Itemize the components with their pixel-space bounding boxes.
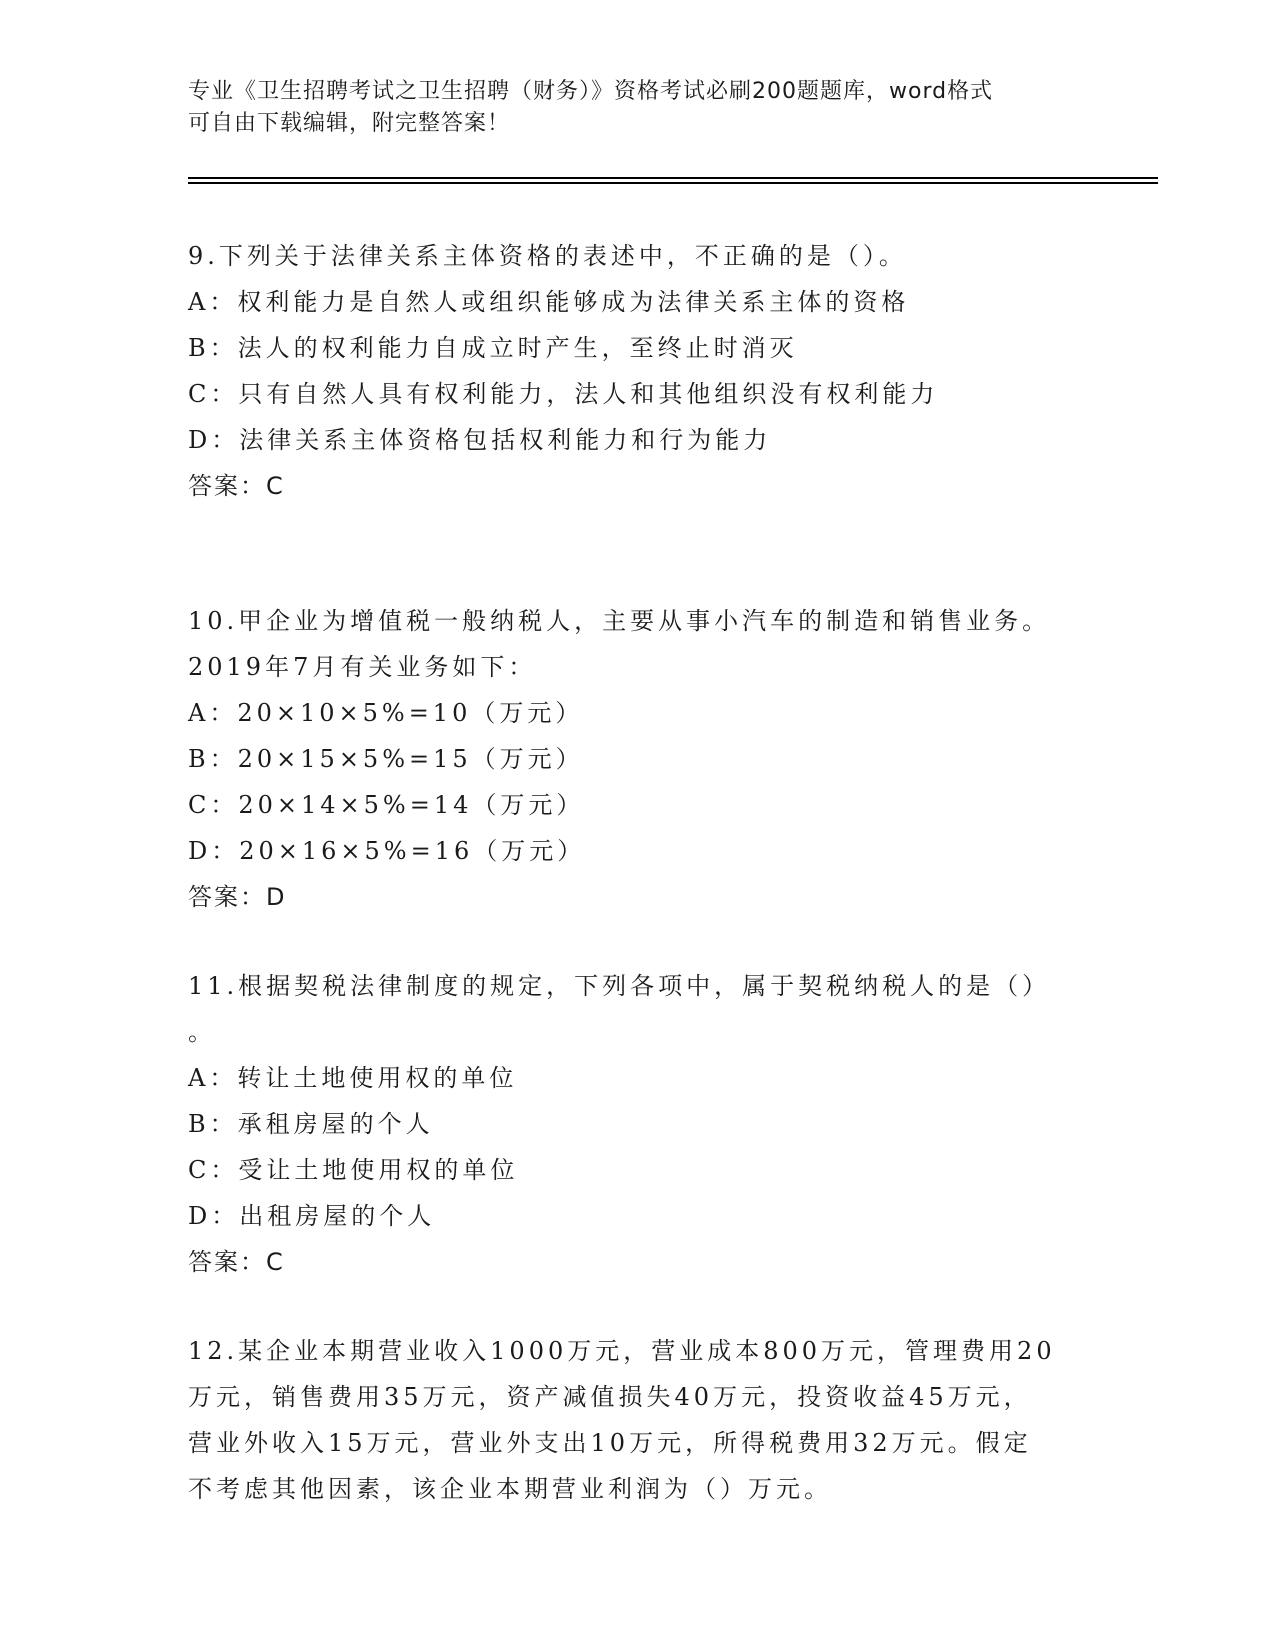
header-divider-bottom [188,182,1158,184]
question-stem: 9.下列关于法律关系主体资格的表述中，不正确的是（）。 [188,242,907,270]
answer: 答案：D [188,883,287,911]
document-header [188,76,1088,140]
question-stem-continued: 营业外收入15万元，营业外支出10万元，所得税费用32万元。假定 [188,1429,1032,1457]
header-divider-top [188,177,1158,179]
answer: 答案：C [188,1248,285,1276]
question-stem: 12.某企业本期营业收入1000万元，营业成本800万元，管理费用20 [188,1337,1056,1365]
option-b: B：20×15×5%=15（万元） [188,745,584,773]
option-b: B：承租房屋的个人 [188,1110,434,1138]
option-a: A：权利能力是自然人或组织能够成为法律关系主体的资格 [188,288,910,316]
option-a: A：20×10×5%=10（万元） [188,699,584,727]
option-c: C：受让土地使用权的单位 [188,1156,519,1184]
option-c: C：只有自然人具有权利能力，法人和其他组织没有权利能力 [188,380,939,408]
question-stem: 11.根据契税法律制度的规定，下列各项中，属于契税纳税人的是（） [188,972,1051,1000]
option-a: A：转让土地使用权的单位 [188,1064,518,1092]
option-d: D：20×16×5%=16（万元） [188,837,586,865]
question-stem-continued: 万元，销售费用35万元，资产减值损失40万元，投资收益45万元， [188,1383,1032,1411]
option-d: D：法律关系主体资格包括权利能力和行为能力 [188,426,772,454]
question-stem-continued: 不考虑其他因素，该企业本期营业利润为（）万元。 [188,1475,832,1503]
question-12 [188,1328,1088,1512]
question-stem: 10.甲企业为增值税一般纳税人，主要从事小汽车的制造和销售业务。 [188,607,1051,635]
header-line-2: 可自由下载编辑，附完整答案！ [188,111,511,136]
option-d: D：出租房屋的个人 [188,1202,436,1230]
header-line-1: 专业《卫生招聘考试之卫生招聘（财务）》资格考试必刷200题题库，word格式 [188,79,994,104]
answer: 答案：C [188,472,285,500]
option-b: B：法人的权利能力自成立时产生，至终止时消灭 [188,334,798,362]
question-9 [188,233,1088,509]
question-11 [188,963,1088,1285]
option-c: C：20×14×5%=14（万元） [188,791,585,819]
question-stem-continued: 2019年7月有关业务如下： [188,653,537,681]
question-stem-continued: 。 [188,1018,216,1046]
question-10 [188,598,1088,920]
